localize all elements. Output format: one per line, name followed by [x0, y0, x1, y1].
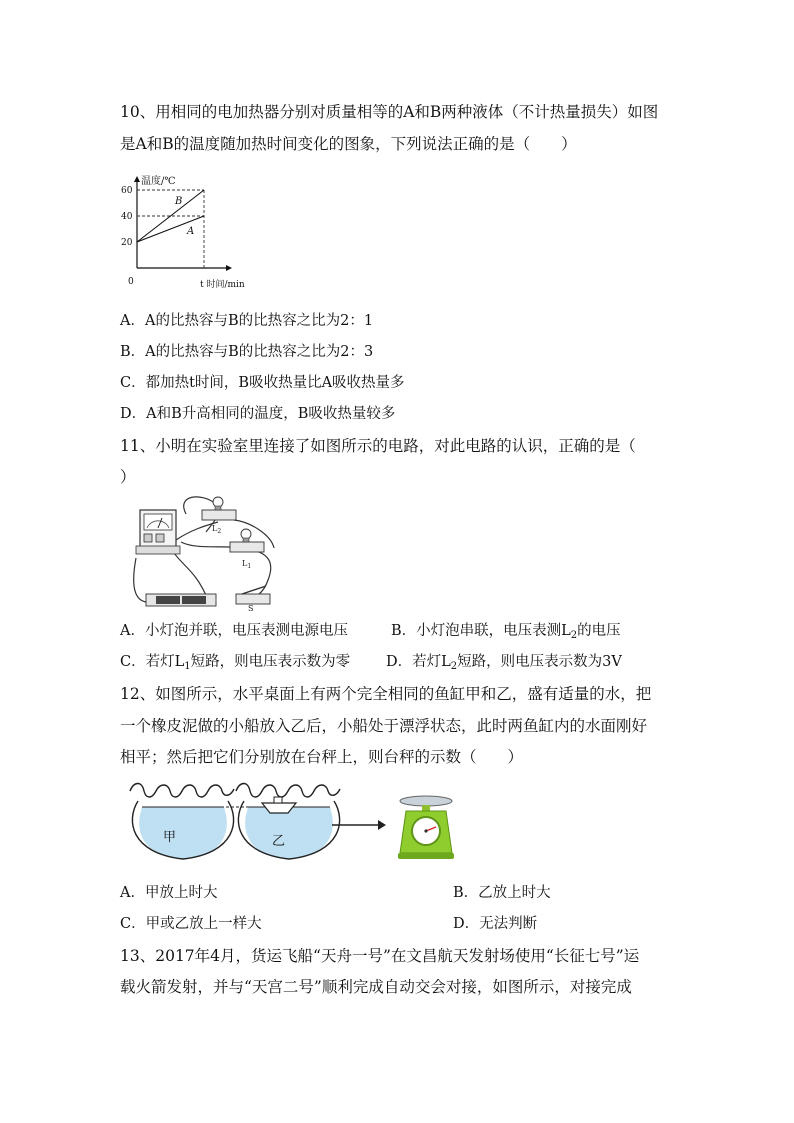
q11-option-c[interactable]: C．若灯$L_1$短路，则电压表示数为零	[120, 654, 351, 672]
bulb-l2-label: $L_2$	[212, 524, 222, 535]
fish-tank-right	[236, 784, 340, 860]
voltmeter-icon	[136, 510, 180, 554]
q11-stem-line-2: ）	[120, 468, 136, 486]
q11-option-d[interactable]: D．若灯$L_2$短路，则电压表示数为3V	[386, 654, 622, 672]
scale-icon	[398, 796, 454, 859]
y-tick-label: 60	[121, 186, 133, 196]
q12-option-c[interactable]: C．甲或乙放上一样大	[120, 916, 262, 932]
battery-icon	[146, 594, 216, 606]
q10-option-b[interactable]: B．A的比热容与B的比热容之比为2：3	[120, 344, 374, 360]
q11-option-b[interactable]: B．小灯泡串联，电压表测$L_2$的电压	[391, 623, 621, 641]
q12-option-b[interactable]: B．乙放上时大	[453, 885, 551, 901]
y-tick-label: 20	[121, 238, 133, 248]
q10-option-d[interactable]: D．A和B升高相同的温度，B吸收热量较多	[120, 406, 396, 422]
series-label-b: B	[175, 196, 183, 207]
fish-tanks-figure	[122, 775, 472, 865]
q11-stem-line-1: 11、小明在实验室里连接了如图所示的电路，对此电路的认识，正确的是（	[120, 437, 636, 455]
q10-stem-line-2: 是A和B的温度随加热时间变化的图象，下列说法正确的是（ ）	[120, 135, 577, 153]
temperature-time-chart	[112, 168, 272, 290]
x-axis-label: t 时间/min	[200, 280, 245, 290]
x-axis-arrow	[226, 265, 232, 271]
bulb-l1-label: $L_1$	[242, 559, 252, 570]
q13-stem-line-1: 13、2017年4月，货运飞船“天舟一号”在文昌航天发射场使用“长征七号”运	[120, 947, 640, 965]
bowl-right-label: 乙	[272, 834, 286, 849]
circuit-photo-figure	[126, 490, 286, 612]
series-label-a: A	[187, 226, 195, 237]
q10-option-a[interactable]: A．A的比热容与B的比热容之比为2：1	[120, 313, 374, 329]
fish-tank-left	[130, 784, 234, 860]
y-axis-arrow	[134, 176, 140, 182]
q11-option-a[interactable]: A．小灯泡并联，电压表测电源电压	[120, 623, 348, 639]
q12-option-a[interactable]: A．甲放上时大	[120, 885, 218, 901]
switch-label: S	[248, 604, 254, 612]
q10-stem-line-1: 10、用相同的电加热器分别对质量相等的A和B两种液体（不计热量损失）如图	[120, 103, 659, 121]
bowl-left-label: 甲	[163, 830, 177, 845]
q12-option-d[interactable]: D．无法判断	[453, 916, 538, 932]
q13-stem-line-2: 载火箭发射，并与“天宫二号”顺利完成自动交会对接，如图所示，对接完成	[120, 978, 632, 996]
bulb-l1-icon	[230, 529, 264, 552]
origin-label: 0	[128, 277, 134, 287]
q10-option-c[interactable]: C．都加热t时间，B吸收热量比A吸收热量多	[120, 375, 405, 391]
q12-stem-line-2: 一个橡皮泥做的小船放入乙后，小船处于漂浮状态，此时两鱼缸内的水面刚好	[120, 717, 648, 735]
y-tick-label: 40	[121, 212, 133, 222]
y-axis-label: 温度/℃	[141, 176, 176, 187]
q12-stem-line-3: 相平；然后把它们分别放在台秤上，则台秤的示数（ ）	[120, 748, 524, 766]
switch-icon	[236, 586, 270, 604]
bulb-l2-icon	[202, 497, 236, 520]
q12-stem-line-1: 12、如图所示，水平桌面上有两个完全相同的鱼缸甲和乙，盛有适量的水，把	[120, 685, 652, 703]
